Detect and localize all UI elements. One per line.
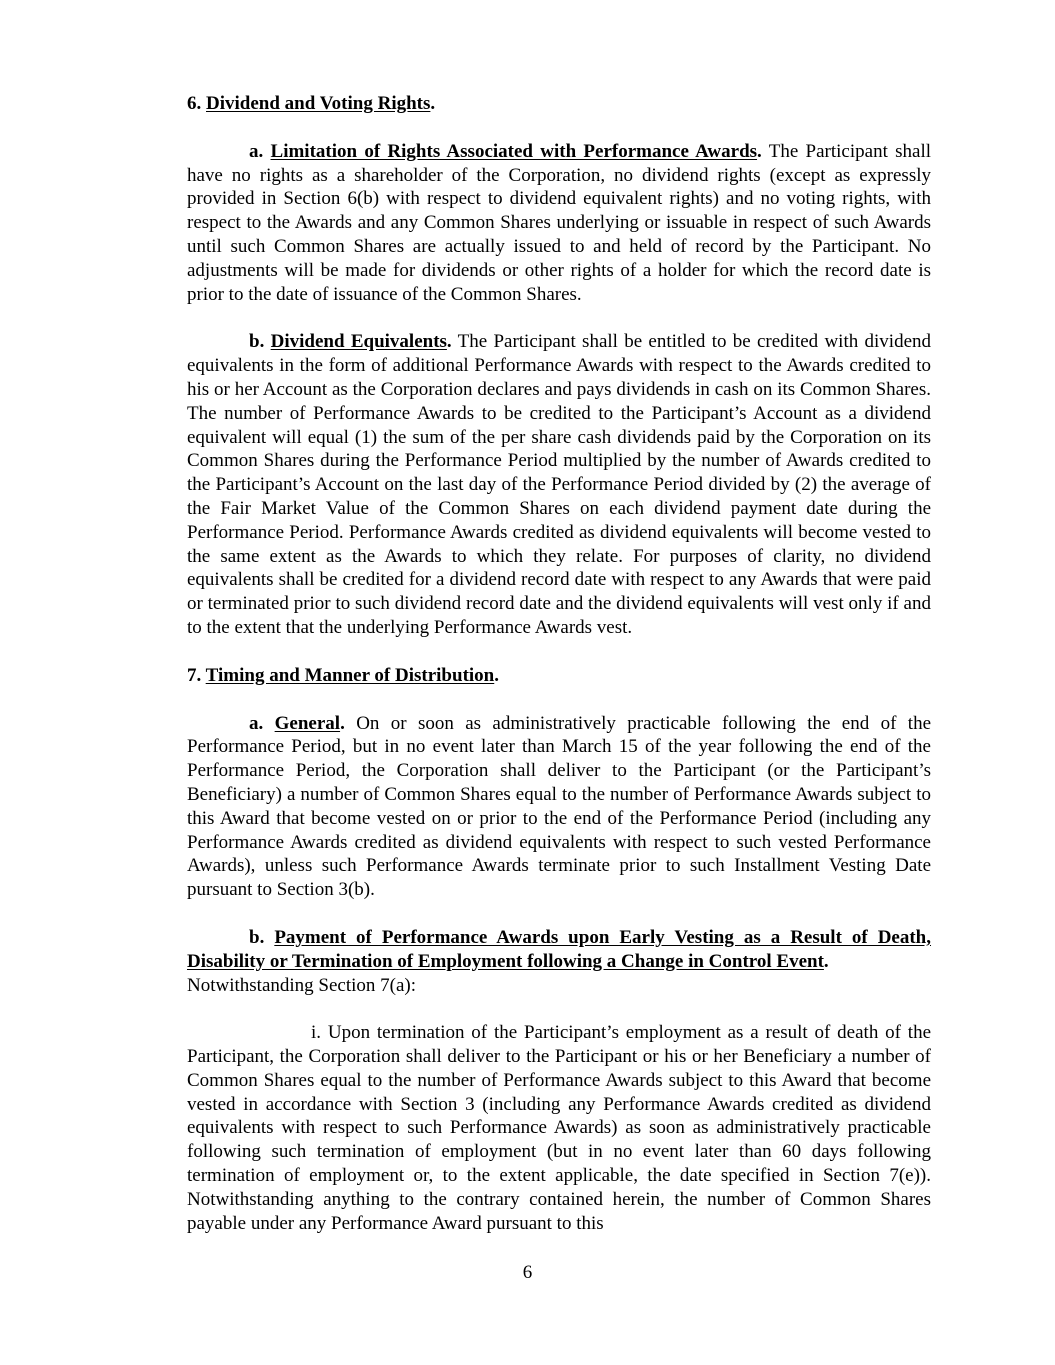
section-7-number: 7. [187,664,202,686]
section-6b-title: Dividend Equivalents [270,331,447,353]
section-7a-paragraph: a. General. On or soon as administratively practicable following the end of the Performance Period, but in no event later than March 15 of the year following the end of the Performance Period, the Corporation shall deliver to the Participant (or the Participant’s Beneficiary) a number of Common Shares equal to the number of Performance Awards subject to this Award that become vested on or prior to the end of the Performance Period (including any Performance Awards credited as dividend equivalents with respect to such vested Performance Awards), unless such Performance Awards terminate prior to such Installment Vesting Date pursuant to Section 3(b). [187,712,932,901]
section-6-number: 6. [187,93,202,114]
section-7a-label: a. [249,712,264,734]
section-6a-label: a. [249,140,264,162]
section-6a-title: Limitation of Rights Associated with Performance Awards [270,140,758,162]
section-7b-label: b. [249,926,265,948]
section-6a-text: The Participant shall have no rights as a shareholder of the Corporation, no dividend rights (except as expressly provided in Section 6(b) with respect to dividend equivalent rights) and no voting rights, with respect to the Awards and any Common Shares underlying or issuable in respect of such Awards until such Common Shares are actually issued to and held of record by the Participant. No adjustments will be made for dividends or other rights of a holder for which the record date is prior to the date of issuance of the Common Shares. [187,140,931,305]
section-6-heading: 6. Dividend and Voting Rights. [187,93,436,114]
section-7b-title: Payment of Performance Awards upon Early Vesting as a Result of Death, Disability or Termination of Employment following a Change in Control Event [187,926,932,972]
section-7b-lead: Notwithstanding Section 7(a): [187,974,417,996]
section-7b-i-text: Upon termination of the Participant’s employment as a result of death of the Participant, the Corporation shall deliver to the Participant or his or her Beneficiary a number of Common Shares equal to the number of Performance Awards subject to this Award that become vested in accordance with Section 3 (including any Performance Awards credited as dividend equivalents with respect to such Performance Awards) as soon as administratively practicable following such termination of employment (but in no event later than 60 days following termination of employment or, to the extent applicable, the date specified in Section 7(e)). Notwithstanding anything to the contrary contained herein, the number of Common Shares payable under any Performance Award pursuant to this [187,1022,932,1234]
section-6b-text: The Participant shall be entitled to be credited with dividend equivalents in the form of additional Performance Awards with respect to the Awards credited to his or her Account as the Corporation declares and pays dividends in cash on its Common Shares. The number of Performance Awards to be credited to the Participant’s Account as a dividend equivalent will equal (1) the sum of the per share cash dividends paid by the Corporation on its Common Shares during the Performance Period multiplied by the number of Awards credited to the Participant’s Account on the last day of the Performance Period divided by (2) the average of the Fair Market Value of the Common Shares on each dividend payment date during the Performance Period. Performance Awards credited as dividend equivalents will become vested to the same extent as the Awards to which they relate. For purposes of clarity, no dividend equivalents shall be credited for a dividend record date with respect to any Awards that were paid or terminated prior to such dividend record date and the dividend equivalents will vest only if and to the extent that the underlying Performance Awards vest. [187,331,932,638]
section-7-title: Timing and Manner of Distribution [205,664,495,686]
section-7b-i-label: i. [311,1022,322,1044]
section-6-title: Dividend and Voting Rights [206,93,431,114]
section-7a-title: General [274,712,341,734]
section-7b-paragraph: b. Payment of Performance Awards upon Early Vesting as a Result of Death, Disability or Termination of Employment following a Change in Control Event. [187,926,932,972]
page-body [187,92,931,1235]
section-7b-i-paragraph [187,1021,931,1235]
section-7a-text: On or soon as administratively practicable following the end of the Performance Period, but in no event later than March 15 of the year following the end of the Performance Period, the Corporation shall deliver to the Participant (or the Participant’s Beneficiary) a number of Common Shares equal to the number of Performance Awards subject to this Award that become vested on or prior to the end of the Performance Period (including any Performance Awards credited as dividend equivalents with respect to such vested Performance Awards), unless such Performance Awards terminate prior to such Installment Vesting Date pursuant to Section 3(b). [187,712,932,901]
section-6b-label: b. [249,331,265,353]
section-6b-paragraph: b. Dividend Equivalents. The Participant shall be entitled to be credited with dividend equivalents in the form of additional Performance Awards with respect to the Awards credited to his or her Account as the Corporation declares and pays dividends in cash on its Common Shares. The number of Performance Awards to be credited to the Participant’s Account as a dividend equivalent will equal (1) the sum of the per share cash dividends paid by the Corporation on its Common Shares during the Performance Period multiplied by the number of Awards credited to the Participant’s Account on the last day of the Performance Period divided by (2) the average of the Fair Market Value of the Common Shares on each dividend payment date during the Performance Period. Performance Awards credited as dividend equivalents will become vested to the same extent as the Awards to which they relate. For purposes of clarity, no dividend equivalents shall be credited for a dividend record date with respect to any Awards that were paid or terminated prior to such dividend record date and the dividend equivalents will vest only if and to the extent that the underlying Performance Awards vest. [187,331,932,638]
section-6a-paragraph: a. Limitation of Rights Associated with Performance Awards. The Participant shall have no rights as a shareholder of the Corporation, no dividend rights (except as expressly provided in Section 6(b) with respect to dividend equivalent rights) and no voting rights, with respect to the Awards and any Common Shares underlying or issuable in respect of such Awards until such Common Shares are actually issued to and held of record by the Participant. No adjustments will be made for dividends or other rights of a holder for which the record date is prior to the date of issuance of the Common Shares. [187,140,931,305]
section-7-heading: 7. Timing and Manner of Distribution. [187,664,499,686]
page-number: 6 [522,1262,533,1283]
